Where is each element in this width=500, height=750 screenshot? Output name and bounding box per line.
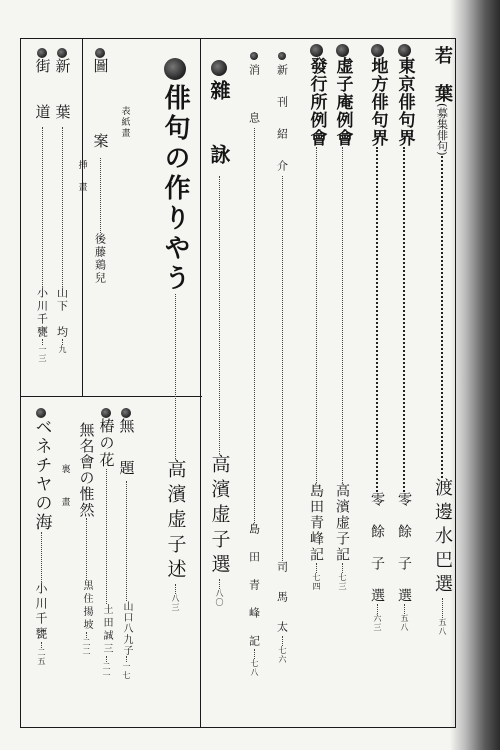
entry-title: 東京俳句界 [394, 57, 415, 147]
page-number: 七三 [338, 573, 347, 591]
page-number: 七八 [250, 659, 259, 677]
label-urae [57, 464, 71, 508]
bullet-icon [37, 48, 47, 58]
entry-author: 高濱虚子記 [334, 483, 350, 563]
page-number: 五八 [438, 617, 447, 636]
entry-title: 無名會の惟然 [77, 422, 96, 518]
entry-author: 後藤鶏兒 [93, 233, 107, 285]
entry-note: (募集俳句) [435, 103, 449, 156]
bullet-icon [57, 48, 67, 58]
entry-shinkan [273, 52, 291, 664]
page-number: 九 [58, 345, 67, 354]
entry-shosoku [245, 52, 263, 677]
label-hyoshiga [117, 106, 131, 139]
entry-author: 島 田 青 峰 記 [247, 523, 261, 649]
section-label: 裏 畫 [59, 464, 70, 508]
page-number: 五八 [400, 614, 409, 632]
entry-author: 高濱虚子述 [164, 459, 187, 584]
section-label: 挿 畫 [76, 160, 87, 193]
entry-title: 街 道 [33, 58, 52, 127]
leader-dots [403, 147, 405, 492]
entry-author: 黒住揚坡 [81, 580, 92, 632]
entry-title: 雜 詠 [207, 80, 231, 176]
entry-zatsuei [206, 60, 232, 607]
page-number: 七六 [278, 646, 287, 664]
entry-haiku [158, 58, 192, 612]
page-number: 二二 [82, 638, 91, 656]
entry-tokyo [393, 44, 415, 632]
leader-dots [376, 147, 378, 492]
leader-dots [316, 147, 317, 483]
bullet-icon [336, 44, 349, 57]
leader-dots [282, 176, 283, 561]
leader-dots [219, 176, 220, 454]
entry-mumeikai [77, 422, 95, 656]
leader-dots [342, 147, 343, 483]
leader-dots [106, 469, 107, 604]
bullet-icon [95, 48, 105, 58]
entry-shinyo [53, 48, 71, 354]
page-number: 二五 [37, 648, 46, 666]
entry-title: 無 題 [117, 418, 136, 481]
leader-dots [42, 127, 43, 287]
entry-title: 發行所例會 [306, 57, 327, 147]
entry-wakaba [431, 46, 453, 636]
page-number: 一三 [38, 345, 47, 363]
leader-dots [342, 563, 343, 573]
section-label: 表紙畫 [119, 106, 130, 139]
bullet-icon [250, 52, 258, 60]
entry-tsubaki [97, 408, 115, 680]
entry-title: 圖 案 [91, 58, 110, 158]
leader-dots [377, 604, 378, 614]
entry-venice [31, 408, 51, 666]
entry-title: 若 葉 [432, 46, 453, 103]
bullet-icon [398, 44, 411, 57]
leader-dots [126, 481, 127, 601]
bullet-icon [310, 44, 323, 57]
entry-zuan [91, 48, 109, 285]
page-number: 八三 [171, 594, 180, 612]
bullet-icon [101, 408, 111, 418]
column-divider-small [82, 38, 83, 396]
entry-author: 山口八九子 [121, 601, 132, 656]
book-spine-shadow [450, 0, 500, 750]
leader-dots [404, 604, 405, 614]
leader-dots [86, 518, 87, 580]
entry-title: 地方俳句界 [367, 57, 388, 147]
leader-dots [254, 128, 255, 523]
entry-author: 山下 均 [55, 287, 69, 339]
entry-author: 渡邊水巴選 [432, 477, 453, 598]
entry-author: 土田誠三 [101, 604, 112, 656]
bullet-icon [36, 408, 46, 418]
entry-title: 消 息 [247, 64, 261, 128]
entry-author: 小川千甕 [35, 287, 49, 339]
entry-author: 零 餘 子 選 [396, 492, 412, 604]
page-number: 七四 [312, 573, 321, 591]
entry-kyoshian [331, 44, 353, 591]
leader-dots [254, 649, 255, 659]
entry-author: 高濱虚子選 [208, 454, 231, 579]
bullet-icon [371, 44, 384, 57]
leader-dots [62, 127, 63, 287]
leader-dots [41, 532, 42, 582]
entry-chiho [366, 44, 388, 632]
page-number: 六三 [373, 614, 382, 632]
entry-author: 島田青峰記 [308, 483, 324, 563]
bullet-icon [211, 60, 227, 76]
leader-dots [282, 636, 283, 646]
leader-dots [219, 579, 220, 589]
entry-title: 虚子庵例會 [332, 57, 353, 147]
leader-dots [175, 294, 176, 459]
leader-dots [100, 158, 101, 233]
entry-title: 新 葉 [53, 58, 72, 127]
bullet-icon [164, 58, 186, 80]
page-number: 一七 [122, 662, 131, 680]
leader-dots [442, 598, 443, 618]
entry-author: 司 馬 太 [275, 561, 289, 636]
entry-title: 椿の花 [97, 418, 116, 469]
entry-title: 俳句の作りやう [160, 84, 190, 294]
entry-hakko [305, 44, 327, 591]
page-number: 八〇 [215, 589, 224, 607]
entry-kaido [33, 48, 51, 363]
page-number: 二一 [102, 662, 111, 680]
entry-author: 零 餘 子 選 [369, 492, 385, 604]
bullet-icon [278, 52, 286, 60]
leader-dots [441, 156, 443, 478]
column-divider [200, 38, 201, 728]
leader-dots [175, 584, 176, 594]
entry-mudai [117, 408, 135, 680]
label-sashie [74, 160, 88, 193]
entry-author: 小川千甕 [34, 582, 48, 642]
bullet-icon [121, 408, 131, 418]
leader-dots [316, 563, 317, 573]
entry-title: 新 刊 紹 介 [275, 64, 289, 176]
entry-title: ベネチヤの海 [31, 418, 52, 532]
